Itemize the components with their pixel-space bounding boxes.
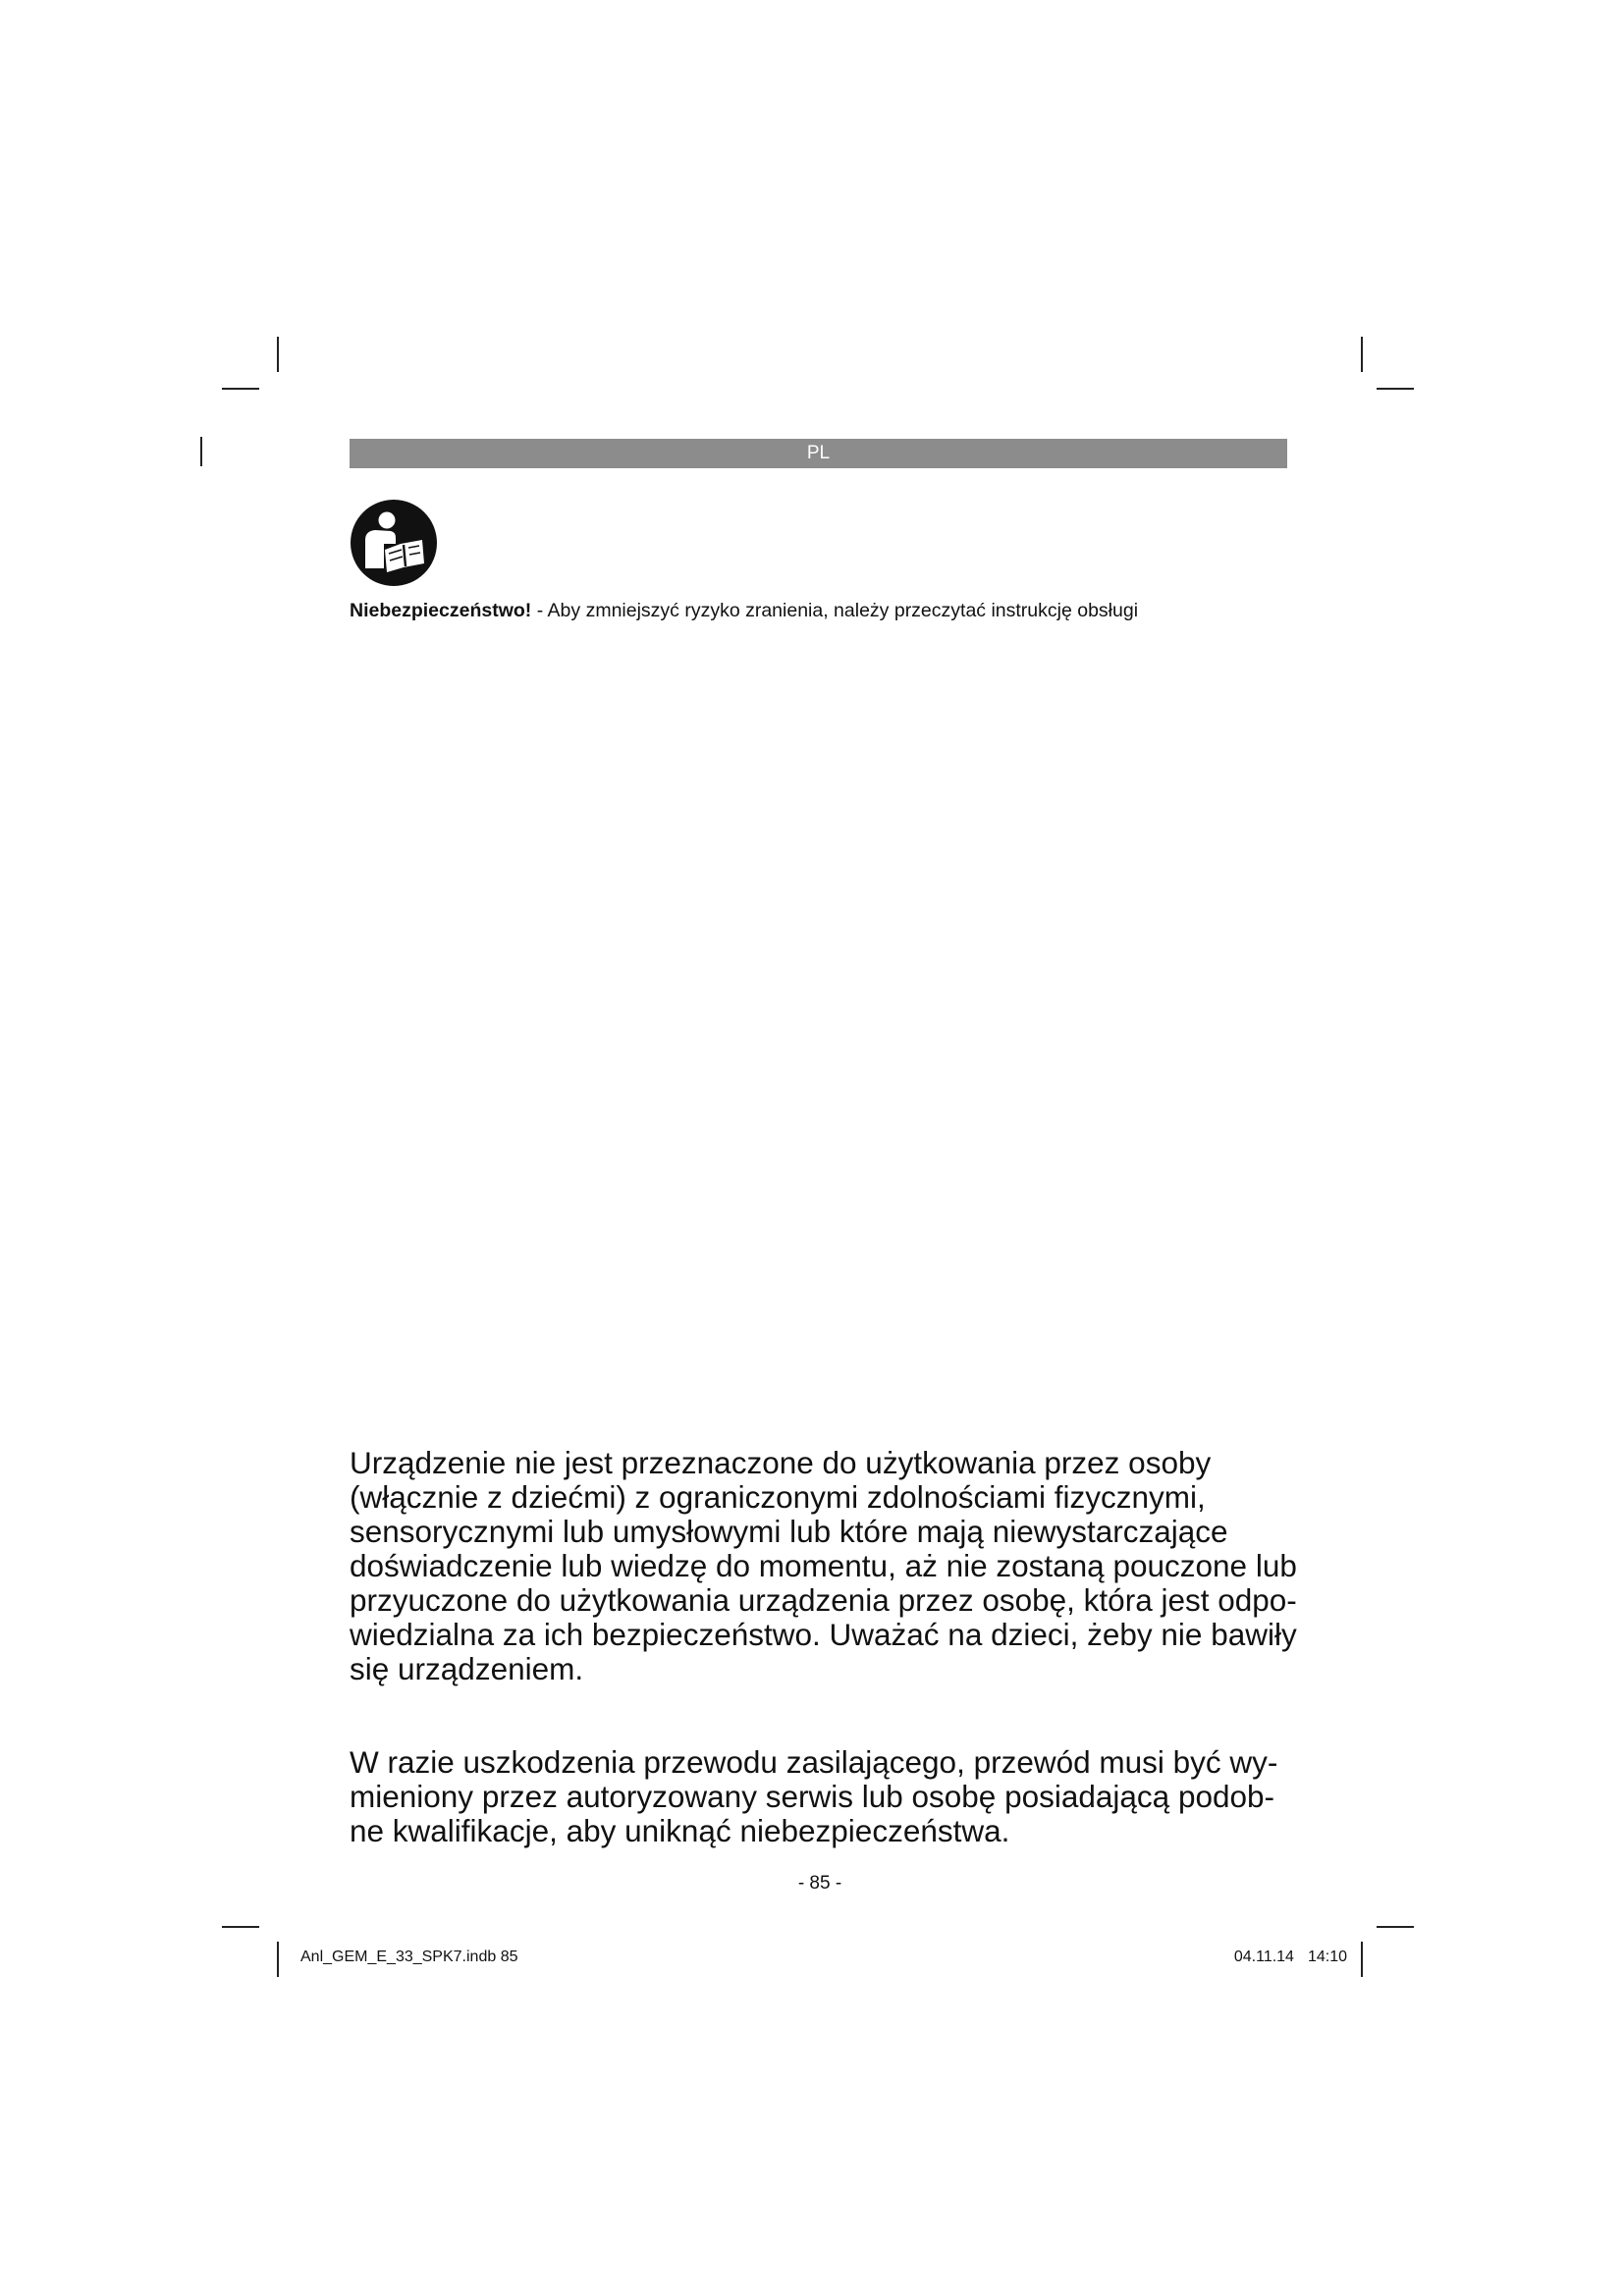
safety-paragraph-1: [350, 1446, 1302, 1686]
text-line: W razie uszkodzenia przewodu zasilającego, przewód musi być wy-: [350, 1744, 1278, 1780]
crop-mark: [1361, 337, 1363, 372]
crop-mark: [277, 337, 279, 372]
crop-mark: [1377, 388, 1414, 390]
crop-mark: [222, 1926, 259, 1928]
crop-mark: [277, 1942, 279, 1977]
text-line: ne kwalifikacje, aby uniknąć niebezpieczeństwa.: [350, 1813, 1010, 1848]
crop-mark: [1361, 1942, 1363, 1977]
language-code: PL: [806, 443, 831, 463]
text-line: przyuczone do użytkowania urządzenia przez osobę, która jest odpo-: [350, 1582, 1297, 1618]
language-header-bar: [350, 439, 1287, 468]
print-date: 04.11.14: [1233, 1949, 1294, 1965]
text-line: sensorycznymi lub umysłowymi lub które mają niewystarczające: [350, 1514, 1228, 1549]
read-manual-icon: [350, 499, 438, 587]
text-line: (włącznie z dziećmi) z ograniczonymi zdolnościami fizycznymi,: [350, 1479, 1206, 1515]
registration-mark: [200, 437, 202, 466]
safety-paragraph-2: [350, 1745, 1302, 1848]
print-timestamp: [1234, 1948, 1347, 1967]
warning-text: - Aby zmniejszyć ryzyko zranienia, należy przeczytać instrukcję obsługi: [531, 600, 1139, 621]
warning-label: Niebezpieczeństwo!: [350, 600, 532, 621]
text-line: doświadczenie lub wiedzę do momentu, aż nie zostaną pouczone lub: [350, 1548, 1297, 1583]
text-line: mieniony przez autoryzowany serwis lub osobę posiadającą podob-: [350, 1779, 1275, 1814]
page-number: - 85 -: [797, 1873, 842, 1894]
text-line: wiedzialna za ich bezpieczeństwo. Uważać na dzieci, żeby nie bawiły: [350, 1617, 1297, 1652]
text-line: się urządzeniem.: [350, 1651, 584, 1686]
crop-mark: [222, 388, 259, 390]
crop-mark: [1377, 1926, 1414, 1928]
file-slug: Anl_GEM_E_33_SPK7.indb 85: [300, 1949, 518, 1965]
print-time: 14:10: [1307, 1949, 1347, 1965]
danger-warning: [350, 599, 1331, 622]
text-line: Urządzenie nie jest przeznaczone do użytkowania przez osoby: [350, 1445, 1212, 1480]
